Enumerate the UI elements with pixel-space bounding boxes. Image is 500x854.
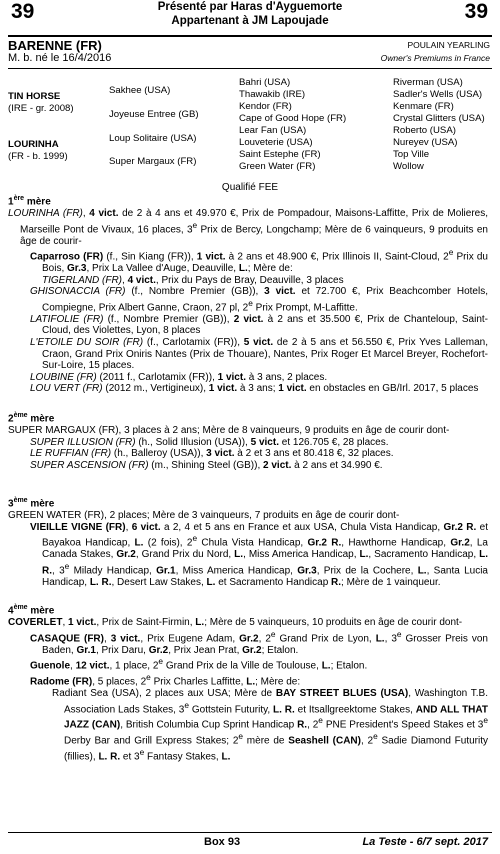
pedigree-gen2: Loup Solitaire (USA) [109, 133, 197, 144]
pedigree-gen4: Crystal Glitters (USA) [393, 113, 485, 124]
pedigree-gen3: Green Water (FR) [239, 161, 316, 172]
sire-name: TIN HORSE [8, 91, 61, 102]
pedigree-gen4: Sadler's Wells (USA) [393, 89, 483, 100]
pedigree-gen2: Super Margaux (FR) [109, 156, 197, 167]
premium-label: Owner's Premiums in France [380, 53, 490, 63]
pedigree-gen4: Riverman (USA) [393, 77, 463, 88]
pedigree-gen3: Cape of Good Hope (FR) [239, 113, 347, 124]
pedigree-gen4: Kenmare (FR) [393, 101, 454, 112]
horse-name: BARENNE (FR) [8, 38, 102, 53]
horse-description: M. b. né le 16/4/2016 [8, 52, 112, 64]
pedigree-gen3: Bahri (USA) [239, 77, 291, 88]
owned-by: Appartenant à JM Lapoujade [171, 15, 329, 27]
pedigree-gen2: Sakhee (USA) [109, 85, 171, 96]
pedigree-gen3: Saint Estephe (FR) [239, 149, 321, 160]
dam-info: (FR - b. 1999) [8, 151, 68, 162]
sale-location-date: La Teste - 6/7 sept. 2017 [362, 836, 488, 848]
pedigree-gen4: Roberto (USA) [393, 125, 456, 136]
third-dam-block: GREEN WATER (FR), 2 places; Mère de 3 vainqueurs, 7 produits en âge de courir dont- VIEILLE VIGNE (FR), 6 vict. a 2, 4 et 5 ans en France et aux USA, Chula Vista Handicap, Gr.2 R. et Bayakoa Handicap, L. (2 fois), 2e Chula Vista Handicap, Gr.2 R., Hawthorne Handicap, Gr.2, La Canada Stakes, Gr.2, Grand Prix du Nord, L., Miss America Handicap, L., Sacramento Handicap, L. R., 3e Milady Handicap, Gr.1, Miss America Handicap, Gr.3, Prix de la Cochere, L., Santa Lucia Handicap, L. R., Desert Law Stakes, L. et Sacramento Handicap R.; Mère de 1 vainqueur. [8, 510, 488, 588]
section-heading-3rd-dam: 3ème mère [8, 497, 55, 510]
box-number: Box 93 [204, 836, 241, 848]
pedigree-gen3: Lear Fan (USA) [239, 125, 307, 136]
pedigree-gen4: Nureyev (USA) [393, 137, 458, 148]
section-heading-1st-dam: 1ère mère [8, 195, 51, 208]
lot-number-left: 39 [11, 0, 35, 23]
horse-category: POULAIN YEARLING [407, 40, 490, 50]
pedigree-gen4: Wollow [393, 161, 424, 172]
section-heading-2nd-dam: 2ème mère [8, 412, 55, 425]
qualified-fee: Qualifié FEE [221, 182, 279, 193]
lot-number-right: 39 [464, 0, 488, 23]
pedigree-gen2: Joyeuse Entree (GB) [109, 109, 199, 120]
footer-rule [8, 832, 492, 833]
sire-info: (IRE - gr. 2008) [8, 103, 74, 114]
fourth-dam-block: COVERLET, 1 vict., Prix de Saint-Firmin, L.; Mère de 5 vainqueurs, 10 produits en âge de courir dont- CASAQUE (FR), 3 vict., Prix Eugene Adam, Gr.2, 2e Grand Prix de Lyon, L., 3e Grosser Preis von Baden, Gr.1, Prix Daru, Gr.2, Prix Jean Prat, Gr.2; Etalon. Guenole, 12 vict., 1 place, 2e Grand Prix de la Ville de Toulouse, L.; Etalon. Radome (FR), 5 places, 2e Prix Charles Laffitte, L.; Mère de: Radiant Sea (USA), 2 places aux USA; Mère de BAY STREET BLUES (USA), Washington T.B. Association Lads Stakes, 3e Gottstein Futurity, L. R. et Itsallgreektome Stakes, AND ALL THAT JAZZ (CAN), British Columbia Cup Sprint Handicap R., 2e PNE President's Speed Stakes et 3e Derby Bar and Grill Express Stakes; 2e mère de Seashell (CAN), 2e Sadie Diamond Futurity (fillies), L. R. et 3e Fantasy Stakes, L. [8, 617, 488, 763]
pedigree-gen3: Kendor (FR) [239, 101, 292, 112]
second-dam-block: SUPER MARGAUX (FR), 3 places à 2 ans; Mère de 8 vainqueurs, 9 produits en âge de courir dont- SUPER ILLUSION (FR) (h., Solid Illusion (USA)), 5 vict. et 126.705 €, 28 places. LE RUFFIAN (FR) (h., Balleroy (USA)), 3 vict. à 2 et 3 ans et 80.418 €, 32 places. SUPER ASCENSION (FR) (m., Shining Steel (GB)), 2 vict. à 2 ans et 34.990 €. [8, 425, 450, 471]
pedigree-gen3: Louveterie (USA) [239, 137, 313, 148]
presented-by: Présenté par Haras d'Ayguemorte [157, 1, 343, 13]
section-heading-4th-dam: 4ème mère [8, 604, 55, 617]
header-rule [8, 35, 492, 37]
dam-name: LOURINHA [8, 139, 59, 150]
first-dam-block: LOURINHA (FR), 4 vict. de 2 à 4 ans et 49.970 €, Prix de Pompadour, Maisons-Laffitte, Prix de Molieres, Marseille Pont de Vivaux, 16 places, 3e Prix de Bercy, Longchamp; Mère de 6 vainqueurs, 9 produits en âge de courir- Caparroso (FR) (f., Sin Kiang (FR)), 1 vict. à 2 ans et 48.900 €, Prix Illinois II, Saint-Cloud, 2e Prix du Bois, Gr.3, Prix La Vallee d'Auge, Deauville, L.; Mère de: TIGERLAND (FR), 4 vict., Prix du Pays de Bray, Deauville, 3 places GHISONACCIA (FR) (f., Nombre Premier (GB)), 3 vict. et 72.700 €, Prix Beachcomber Hotels, Compiegne, Prix Albert Ganne, Craon, 27 pl, 2e Prix Prompt, M-Laffitte. LATIFOLIE (FR) (f., Nombre Premier (GB)), 2 vict. à 2 ans et 35.500 €, Prix de Chanteloup, Saint-Cloud, des Violettes, Lyon, 8 places L'ETOILE DU SOIR (FR) (f., Carlotamix (FR)), 5 vict. de 2 à 5 ans et 56.550 €, Prix Yves Lalleman, Craon, Grand Prix Oniris Nantes (Prix de Thouare), Nantes, Prix Roger Et Marcel Breyer, Rochefort-Sur-Loire, 15 places. LOUBINE (FR) (2011 f., Carlotamix (FR)), 1 vict. à 3 ans, 2 places. LOU VERT (FR) (2012 m., Vertigineux), 1 vict. à 3 ans; 1 vict. en obstacles en GB/Irl. 2017, 5 places [8, 208, 489, 395]
pedigree-rule [8, 68, 492, 69]
pedigree-gen3: Thawakib (IRE) [239, 89, 306, 100]
pedigree-gen4: Top Ville [393, 149, 430, 160]
